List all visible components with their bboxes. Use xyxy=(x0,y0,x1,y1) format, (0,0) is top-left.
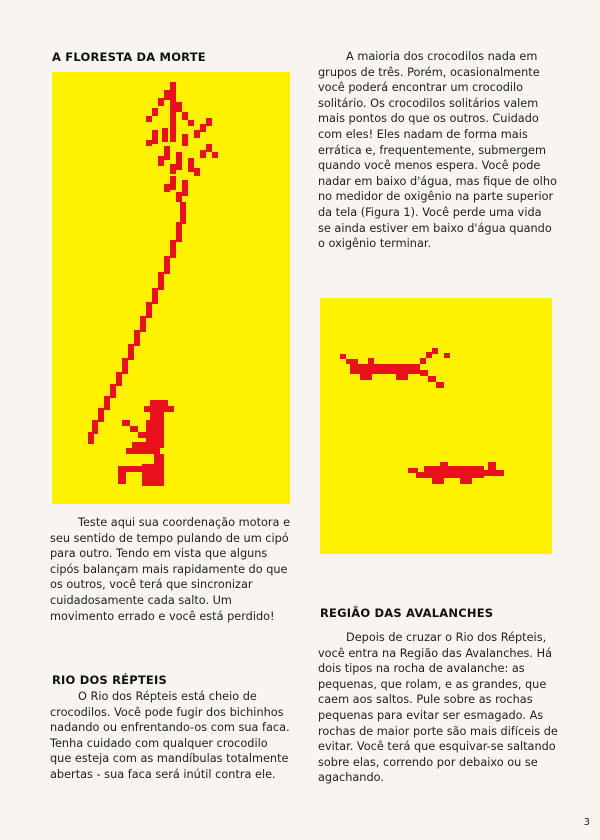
crocodile-sprites xyxy=(320,298,552,554)
crocodile-closed-jaws xyxy=(408,462,504,484)
page-number: 3 xyxy=(583,817,590,828)
player-sprite xyxy=(118,400,174,486)
vine-and-player-sprite xyxy=(52,72,290,504)
heading-floresta-da-morte: A FLORESTA DA MORTE xyxy=(52,50,206,64)
crocodile-river-illustration xyxy=(320,298,552,554)
vine-canopy xyxy=(146,82,218,202)
heading-rio-dos-repteis: RIO DOS RÉPTEIS xyxy=(52,673,167,687)
jungle-vine-illustration xyxy=(52,72,290,504)
paragraph-crocodilos: A maioria dos crocodilos nada em grupos de três. Porém, ocasionalmente você poderá encontrar um crocodilo solitário. Os crocodilos solitários valem mais pontos do que os outros. Cuidado com eles! Eles nadam de forma mais errática e, frequentemente, submergem quando você menos espera. Você pode nadar em baixo d'água, mas fique de olho no medidor de oxigênio na parte superior da tela (Figura 1). Você perde uma vida se ainda estiver em baixo d'água quando o oxigênio terminar. xyxy=(318,50,557,251)
heading-regiao-das-avalanches: REGIÃO DAS AVALANCHES xyxy=(320,606,494,620)
paragraph-avalanches: Depois de cruzar o Rio dos Répteis, você entra na Região das Avalanches. Há dois tipos na rocha de avalanche: as pequenas, que rolam, e as grandes, que caem aos saltos. Pule sobre as rochas pequenas para evitar ser esmagado. As rochas de maior porte são mais difíceis de evitar. Você terá que esquivar-se saltando sobre elas, correndo por debaixo ou se agachando. xyxy=(318,631,558,785)
paragraph-floresta: Teste aqui sua coordenação motora e seu sentido de tempo pulando de um cipó para outro. Tendo em vista que alguns cipós balançam mais rapidamente do que os outros, você terá que sincronizar cuidadosamente cada salto. Um movimento errado e você está perdido! xyxy=(50,516,291,623)
crocodile-open-jaws xyxy=(340,348,450,388)
paragraph-rio: O Rio dos Répteis está cheio de crocodilos. Você pode fugir dos bichinhos nadando ou enfrentando-os com sua faca. Tenha cuidado com qualquer crocodilo que esteja com as mandíbulas totalmente abertas - sua faca será inútil contra ele. xyxy=(50,690,290,781)
